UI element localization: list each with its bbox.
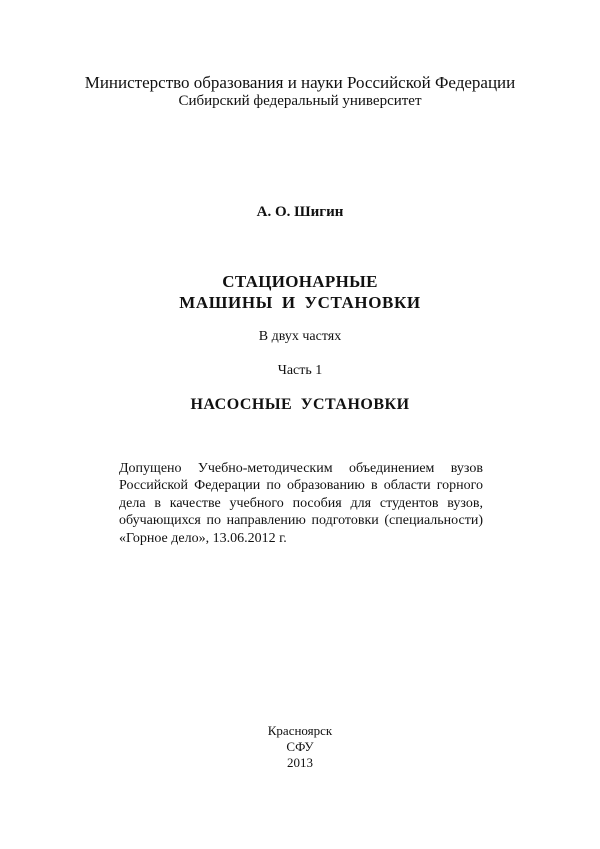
approval-line: обучающихся по направлению подготовки (специальности) xyxy=(119,513,483,529)
imprint-year: 2013 xyxy=(287,755,313,770)
book-title-line-2: МАШИНЫ И УСТАНОВКИ xyxy=(179,293,421,312)
approval-line: дела в качестве учебного пособия для студентов вузов, xyxy=(119,495,483,511)
ministry-name: Министерство образования и науки Российской Федерации xyxy=(84,73,516,92)
author-name: А. О. Шигин xyxy=(256,204,344,220)
approval-statement xyxy=(119,460,483,547)
part-label: Часть 1 xyxy=(277,363,323,378)
imprint-publisher: СФУ xyxy=(286,739,314,754)
university-name: Сибирский федеральный университет xyxy=(178,93,422,109)
book-title-line-1: СТАЦИОНАРНЫЕ xyxy=(222,272,378,291)
approval-line: Допущено Учебно-методическим объединением вузов xyxy=(119,461,483,476)
imprint-city: Красноярск xyxy=(267,723,333,738)
part-subtitle: НАСОСНЫЕ УСТАНОВКИ xyxy=(190,396,410,413)
parts-note: В двух частях xyxy=(258,329,342,344)
approval-line: Российской Федерации по образованию в области горного xyxy=(119,478,483,494)
approval-line: «Горное дело», 13.06.2012 г. xyxy=(119,530,287,546)
